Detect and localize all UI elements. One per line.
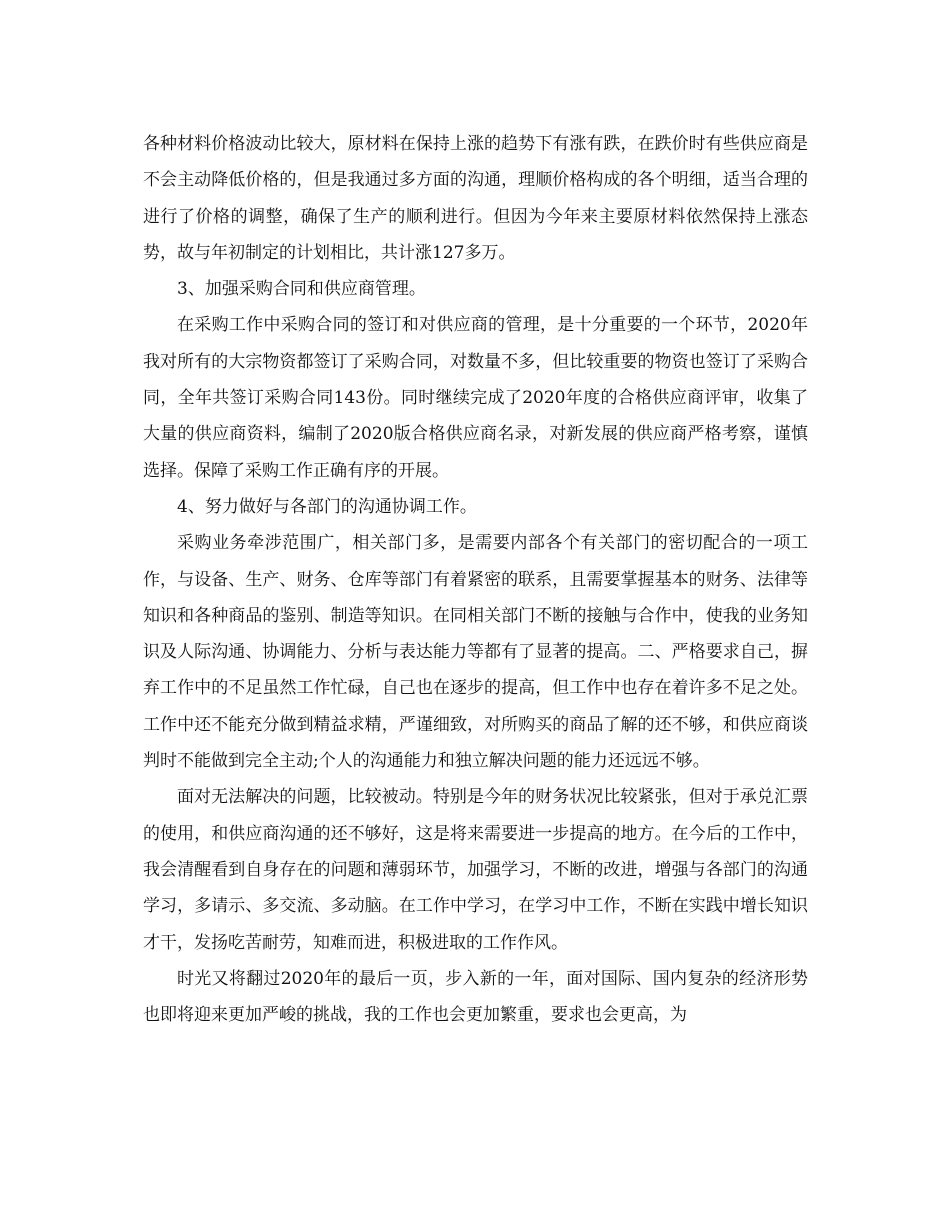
paragraph-improvement: 面对无法解决的问题，比较被动。特别是今年的财务状况比较紧张，但对于承兑汇票的使用，和供应商沟通的还不够好，这是将来需要进一步提高的地方。在今后的工作中，我会清醒看到自身存在的问题和薄弱环节，加强学习，不断的改进，增强与各部门的沟通学习，多请示、多交流、多动脑。在工作中学习，在学习中工作，不断在实践中增长知识才干，发扬吃苦耐劳，知难而进，积极进取的工作作风。	[143, 787, 808, 953]
paragraph-outlook: 时光又将翻过2020年的最后一页，步入新的一年，面对国际、国内复杂的经济形势也即将迎来更加严峻的挑战，我的工作也会更加繁重，要求也会更高，为	[143, 968, 808, 1026]
heading-contract-supplier-management: 3、加强采购合同和供应商管理。	[177, 279, 426, 300]
heading-department-coordination: 4、努力做好与各部门的沟通协调工作。	[177, 496, 477, 517]
paragraph-material-prices: 各种材料价格波动比较大，原材料在保持上涨的趋势下有涨有跌，在跌价时有些供应商是不会主动降低价格的，但是我通过多方面的沟通，理顺价格构成的各个明细，适当合理的进行了价格的调整，确保了生产的顺利进行。但因为今年来主要原材料依然保持上涨态势，故与年初制定的计划相比，共计涨127多万。	[143, 134, 808, 263]
paragraph-coordination: 采购业务牵涉范围广，相关部门多，是需要内部各个有关部门的密切配合的一项工作，与设备、生产、财务、仓库等部门有着紧密的联系，且需要掌握基本的财务、法律等知识和各种商品的鉴别、制造等知识。在同相关部门不断的接触与合作中，使我的业务知识及人际沟通、协调能力、分析与表达能力等都有了显著的提高。二、严格要求自己，摒弃工作中的不足虽然工作忙碌，自己也在逐步的提高，但工作中也存在着许多不足之处。工作中还不能充分做到精益求精，严谨细致，对所购买的商品了解的还不够，和供应商谈判时不能做到完全主动;个人的沟通能力和独立解决问题的能力还远远不够。	[143, 533, 808, 772]
document-body	[143, 126, 808, 1033]
paragraph-contracts: 在采购工作中采购合同的签订和对供应商的管理，是十分重要的一个环节，2020年我对所有的大宗物资都签订了采购合同，对数量不多，但比较重要的物资也签订了采购合同，全年共签订采购合同143份。同时继续完成了2020年度的合格供应商评审，收集了大量的供应商资料，编制了2020版合格供应商名录，对新发展的供应商严格考察，谨慎选择。保障了采购工作正确有序的开展。	[143, 315, 808, 481]
